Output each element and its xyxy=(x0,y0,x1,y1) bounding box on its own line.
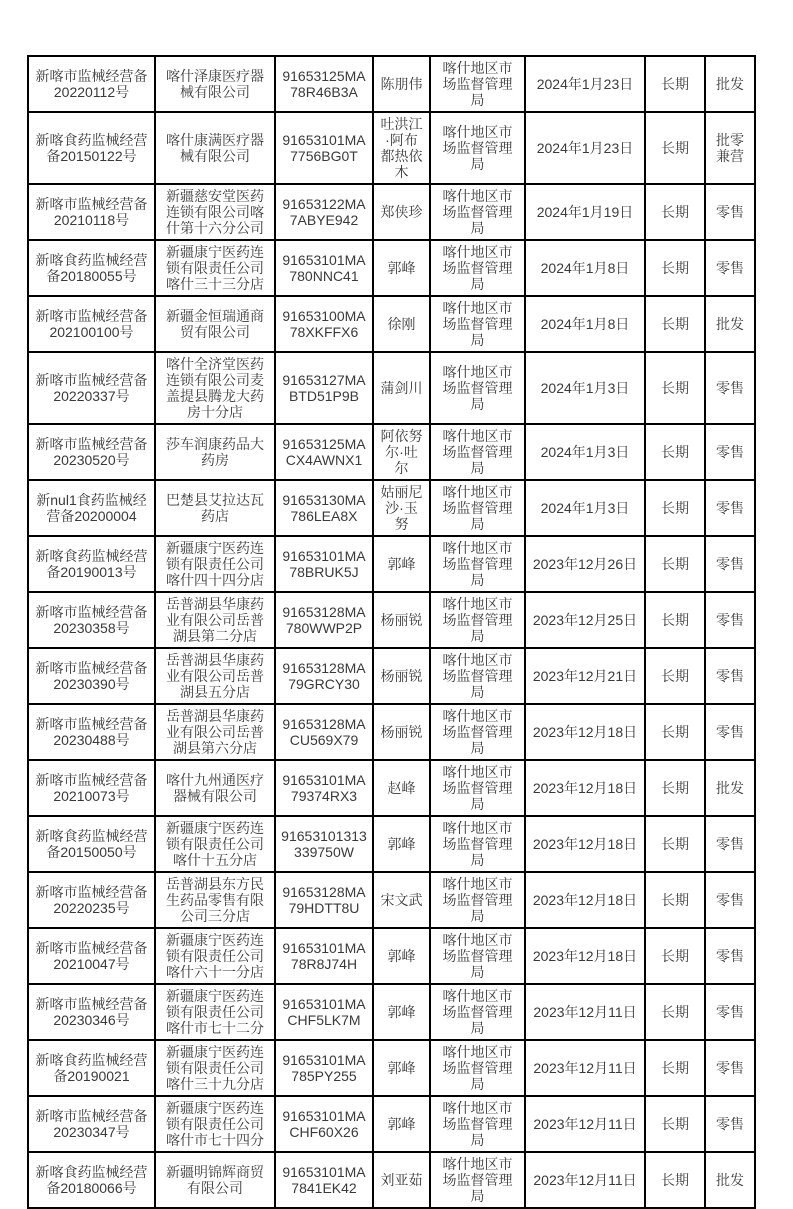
cell-registration-number: 新喀食药监械经营备20190021 xyxy=(28,1040,155,1096)
cell-business-mode: 零售 xyxy=(705,816,755,872)
cell-business-mode: 批发 xyxy=(705,1152,755,1208)
cell-registration-number: 新喀市监械经营备20230346号 xyxy=(28,984,155,1040)
table-row xyxy=(28,536,755,592)
cell-contact-person: 郭峰 xyxy=(373,816,430,872)
cell-credit-code: 91653128MA780WWP2P xyxy=(275,592,373,648)
table-row xyxy=(28,592,755,648)
cell-business-mode: 零售 xyxy=(705,424,755,480)
cell-contact-person: 杨丽锐 xyxy=(373,648,430,704)
cell-registration-date: 2024年1月3日 xyxy=(525,352,645,424)
cell-registration-authority: 喀什地区市场监督管理局 xyxy=(430,872,525,928)
cell-business-mode: 零售 xyxy=(705,648,755,704)
cell-registration-date: 2023年12月18日 xyxy=(525,872,645,928)
cell-registration-authority: 喀什地区市场监督管理局 xyxy=(430,816,525,872)
cell-credit-code: 91653128MA79GRCY30 xyxy=(275,648,373,704)
cell-business-mode: 批发 xyxy=(705,296,755,352)
cell-contact-person: 郭峰 xyxy=(373,240,430,296)
cell-business-mode: 零售 xyxy=(705,480,755,536)
cell-registration-number: 新喀市监械经营备20220112号 xyxy=(28,56,155,112)
cell-company-name: 巴楚县艾拉达瓦药店 xyxy=(155,480,275,536)
cell-contact-person: 郭峰 xyxy=(373,1040,430,1096)
cell-registration-date: 2023年12月18日 xyxy=(525,760,645,816)
table-row xyxy=(28,984,755,1040)
table-row xyxy=(28,112,755,184)
cell-registration-number: 新喀食药监械经营备20180055号 xyxy=(28,240,155,296)
cell-validity-term: 长期 xyxy=(645,184,705,240)
cell-registration-number: 新nul1食药监械经营备20200004 xyxy=(28,480,155,536)
table-row xyxy=(28,184,755,240)
cell-registration-authority: 喀什地区市场监督管理局 xyxy=(430,296,525,352)
cell-registration-number: 新喀市监械经营备20230488号 xyxy=(28,704,155,760)
cell-credit-code: 91653101MACHF5LK7M xyxy=(275,984,373,1040)
cell-contact-person: 徐刚 xyxy=(373,296,430,352)
cell-validity-term: 长期 xyxy=(645,648,705,704)
cell-registration-date: 2023年12月11日 xyxy=(525,984,645,1040)
cell-registration-date: 2024年1月19日 xyxy=(525,184,645,240)
cell-registration-number: 新喀市监械经营备20230347号 xyxy=(28,1096,155,1152)
cell-business-mode: 零售 xyxy=(705,704,755,760)
cell-validity-term: 长期 xyxy=(645,816,705,872)
cell-validity-term: 长期 xyxy=(645,424,705,480)
cell-registration-number: 新喀食药监械经营备20150122号 xyxy=(28,112,155,184)
table-row xyxy=(28,296,755,352)
cell-registration-authority: 喀什地区市场监督管理局 xyxy=(430,928,525,984)
cell-registration-date: 2024年1月3日 xyxy=(525,424,645,480)
cell-validity-term: 长期 xyxy=(645,536,705,592)
cell-business-mode: 零售 xyxy=(705,592,755,648)
cell-business-mode: 零售 xyxy=(705,1096,755,1152)
cell-validity-term: 长期 xyxy=(645,296,705,352)
table-row xyxy=(28,480,755,536)
cell-business-mode: 批发 xyxy=(705,760,755,816)
cell-validity-term: 长期 xyxy=(645,56,705,112)
cell-contact-person: 郭峰 xyxy=(373,984,430,1040)
cell-contact-person: 郭峰 xyxy=(373,1096,430,1152)
cell-registration-date: 2024年1月23日 xyxy=(525,112,645,184)
cell-company-name: 喀什泽康医疗器械有限公司 xyxy=(155,56,275,112)
cell-credit-code: 91653101MA785PY255 xyxy=(275,1040,373,1096)
cell-registration-number: 新喀食药监械经营备20180066号 xyxy=(28,1152,155,1208)
cell-contact-person: 姑丽尼沙·玉努 xyxy=(373,480,430,536)
cell-registration-date: 2024年1月23日 xyxy=(525,56,645,112)
cell-company-name: 新疆康宁医药连锁有限责任公司喀什市七十四分 xyxy=(155,1096,275,1152)
cell-company-name: 岳普湖县华康药业有限公司岳普湖县五分店 xyxy=(155,648,275,704)
cell-registration-number: 新喀市监械经营备20230390号 xyxy=(28,648,155,704)
cell-registration-date: 2023年12月18日 xyxy=(525,816,645,872)
cell-registration-authority: 喀什地区市场监督管理局 xyxy=(430,1096,525,1152)
cell-company-name: 新疆金恒瑞通商贸有限公司 xyxy=(155,296,275,352)
cell-validity-term: 长期 xyxy=(645,928,705,984)
cell-credit-code: 91653101MA7756BG0T xyxy=(275,112,373,184)
cell-validity-term: 长期 xyxy=(645,592,705,648)
cell-business-mode: 零售 xyxy=(705,872,755,928)
cell-credit-code: 91653100MA78XKFFX6 xyxy=(275,296,373,352)
cell-credit-code: 91653101MA780NNC41 xyxy=(275,240,373,296)
cell-validity-term: 长期 xyxy=(645,704,705,760)
cell-contact-person: 蒲剑川 xyxy=(373,352,430,424)
cell-registration-date: 2024年1月3日 xyxy=(525,480,645,536)
cell-registration-authority: 喀什地区市场监督管理局 xyxy=(430,704,525,760)
registration-table xyxy=(27,55,756,1209)
table-row xyxy=(28,1040,755,1096)
table-row xyxy=(28,1096,755,1152)
table-row xyxy=(28,816,755,872)
cell-registration-date: 2023年12月21日 xyxy=(525,648,645,704)
cell-validity-term: 长期 xyxy=(645,1040,705,1096)
table-row xyxy=(28,928,755,984)
cell-registration-number: 新喀市监械经营备20230358号 xyxy=(28,592,155,648)
cell-credit-code: 91653101MACHF60X26 xyxy=(275,1096,373,1152)
table-row xyxy=(28,760,755,816)
cell-contact-person: 郑侠珍 xyxy=(373,184,430,240)
cell-registration-authority: 喀什地区市场监督管理局 xyxy=(430,760,525,816)
table-row xyxy=(28,240,755,296)
cell-registration-date: 2023年12月25日 xyxy=(525,592,645,648)
cell-credit-code: 91653101MA78BRUK5J xyxy=(275,536,373,592)
cell-registration-authority: 喀什地区市场监督管理局 xyxy=(430,1152,525,1208)
cell-contact-person: 杨丽锐 xyxy=(373,592,430,648)
cell-company-name: 岳普湖县华康药业有限公司岳普湖县第二分店 xyxy=(155,592,275,648)
cell-registration-date: 2024年1月8日 xyxy=(525,240,645,296)
cell-contact-person: 阿依努尔·吐尔 xyxy=(373,424,430,480)
cell-company-name: 新疆明锦辉商贸有限公司 xyxy=(155,1152,275,1208)
cell-registration-authority: 喀什地区市场监督管理局 xyxy=(430,648,525,704)
cell-registration-number: 新喀市监械经营备20210047号 xyxy=(28,928,155,984)
cell-business-mode: 批零兼营 xyxy=(705,112,755,184)
cell-credit-code: 91653101MA7841EK42 xyxy=(275,1152,373,1208)
cell-validity-term: 长期 xyxy=(645,1096,705,1152)
cell-credit-code: 91653128MACU569X79 xyxy=(275,704,373,760)
cell-registration-number: 新喀市监械经营备20220235号 xyxy=(28,872,155,928)
cell-registration-authority: 喀什地区市场监督管理局 xyxy=(430,424,525,480)
cell-validity-term: 长期 xyxy=(645,984,705,1040)
cell-credit-code: 91653101313339750W xyxy=(275,816,373,872)
cell-business-mode: 零售 xyxy=(705,240,755,296)
cell-registration-date: 2023年12月26日 xyxy=(525,536,645,592)
cell-registration-authority: 喀什地区市场监督管理局 xyxy=(430,184,525,240)
cell-contact-person: 宋文武 xyxy=(373,872,430,928)
cell-registration-date: 2024年1月8日 xyxy=(525,296,645,352)
cell-registration-date: 2023年12月18日 xyxy=(525,704,645,760)
cell-credit-code: 91653122MA7ABYE942 xyxy=(275,184,373,240)
cell-registration-number: 新喀市监械经营备20230520号 xyxy=(28,424,155,480)
cell-registration-date: 2023年12月18日 xyxy=(525,928,645,984)
cell-company-name: 岳普湖县华康药业有限公司岳普湖县第六分店 xyxy=(155,704,275,760)
cell-registration-authority: 喀什地区市场监督管理局 xyxy=(430,352,525,424)
cell-company-name: 新疆康宁医药连锁有限责任公司喀什市七十二分 xyxy=(155,984,275,1040)
cell-validity-term: 长期 xyxy=(645,112,705,184)
cell-registration-number: 新喀市监械经营备20210073号 xyxy=(28,760,155,816)
cell-registration-authority: 喀什地区市场监督管理局 xyxy=(430,112,525,184)
cell-credit-code: 91653130MA786LEA8X xyxy=(275,480,373,536)
cell-company-name: 新疆康宁医药连锁有限责任公司喀什十五分店 xyxy=(155,816,275,872)
cell-validity-term: 长期 xyxy=(645,240,705,296)
table-row xyxy=(28,424,755,480)
cell-business-mode: 零售 xyxy=(705,184,755,240)
cell-business-mode: 批发 xyxy=(705,56,755,112)
cell-registration-date: 2023年12月11日 xyxy=(525,1096,645,1152)
cell-registration-number: 新喀市监械经营备20220337号 xyxy=(28,352,155,424)
cell-validity-term: 长期 xyxy=(645,480,705,536)
table-body xyxy=(28,56,755,1208)
cell-company-name: 新疆慈安堂医药连锁有限公司喀什第十六分公司 xyxy=(155,184,275,240)
table-row xyxy=(28,56,755,112)
table-row xyxy=(28,648,755,704)
cell-registration-authority: 喀什地区市场监督管理局 xyxy=(430,984,525,1040)
cell-company-name: 新疆康宁医药连锁有限责任公司喀什六十一分店 xyxy=(155,928,275,984)
cell-registration-authority: 喀什地区市场监督管理局 xyxy=(430,480,525,536)
cell-contact-person: 吐洪江·阿布都热依木 xyxy=(373,112,430,184)
cell-registration-authority: 喀什地区市场监督管理局 xyxy=(430,592,525,648)
cell-validity-term: 长期 xyxy=(645,1152,705,1208)
cell-validity-term: 长期 xyxy=(645,760,705,816)
cell-registration-authority: 喀什地区市场监督管理局 xyxy=(430,240,525,296)
cell-contact-person: 杨丽锐 xyxy=(373,704,430,760)
cell-company-name: 喀什全济堂医药连锁有限公司麦盖提县腾龙大药房十分店 xyxy=(155,352,275,424)
cell-registration-number: 新喀食药监械经营备20150050号 xyxy=(28,816,155,872)
cell-company-name: 新疆康宁医药连锁有限责任公司喀什三十九分店 xyxy=(155,1040,275,1096)
cell-contact-person: 郭峰 xyxy=(373,536,430,592)
cell-credit-code: 91653128MA79HDTT8U xyxy=(275,872,373,928)
cell-credit-code: 91653125MA78R46B3A xyxy=(275,56,373,112)
cell-registration-authority: 喀什地区市场监督管理局 xyxy=(430,536,525,592)
cell-business-mode: 零售 xyxy=(705,536,755,592)
cell-registration-number: 新喀市监械经营备20210118号 xyxy=(28,184,155,240)
cell-credit-code: 91653127MABTD51P9B xyxy=(275,352,373,424)
cell-credit-code: 91653125MACX4AWNX1 xyxy=(275,424,373,480)
cell-company-name: 岳普湖县东方民生药品零售有限公司三分店 xyxy=(155,872,275,928)
table-row xyxy=(28,352,755,424)
cell-contact-person: 刘亚茹 xyxy=(373,1152,430,1208)
cell-registration-date: 2023年12月11日 xyxy=(525,1040,645,1096)
cell-contact-person: 郭峰 xyxy=(373,928,430,984)
cell-business-mode: 零售 xyxy=(705,928,755,984)
cell-validity-term: 长期 xyxy=(645,872,705,928)
cell-company-name: 喀什康满医疗器械有限公司 xyxy=(155,112,275,184)
cell-validity-term: 长期 xyxy=(645,352,705,424)
table-row xyxy=(28,704,755,760)
cell-business-mode: 零售 xyxy=(705,984,755,1040)
cell-registration-date: 2023年12月11日 xyxy=(525,1152,645,1208)
cell-credit-code: 91653101MA79374RX3 xyxy=(275,760,373,816)
cell-business-mode: 零售 xyxy=(705,1040,755,1096)
table-row xyxy=(28,872,755,928)
cell-contact-person: 陈朋伟 xyxy=(373,56,430,112)
cell-company-name: 莎车润康药品大药房 xyxy=(155,424,275,480)
cell-registration-authority: 喀什地区市场监督管理局 xyxy=(430,56,525,112)
cell-registration-authority: 喀什地区市场监督管理局 xyxy=(430,1040,525,1096)
cell-registration-number: 新喀食药监械经营备20190013号 xyxy=(28,536,155,592)
cell-registration-number: 新喀市监械经营备202100100号 xyxy=(28,296,155,352)
cell-company-name: 喀什九州通医疗器械有限公司 xyxy=(155,760,275,816)
table-row xyxy=(28,1152,755,1208)
cell-contact-person: 赵峰 xyxy=(373,760,430,816)
cell-company-name: 新疆康宁医药连锁有限责任公司喀什四十四分店 xyxy=(155,536,275,592)
cell-company-name: 新疆康宁医药连锁有限责任公司喀什三十三分店 xyxy=(155,240,275,296)
cell-credit-code: 91653101MA78R8J74H xyxy=(275,928,373,984)
cell-business-mode: 零售 xyxy=(705,352,755,424)
